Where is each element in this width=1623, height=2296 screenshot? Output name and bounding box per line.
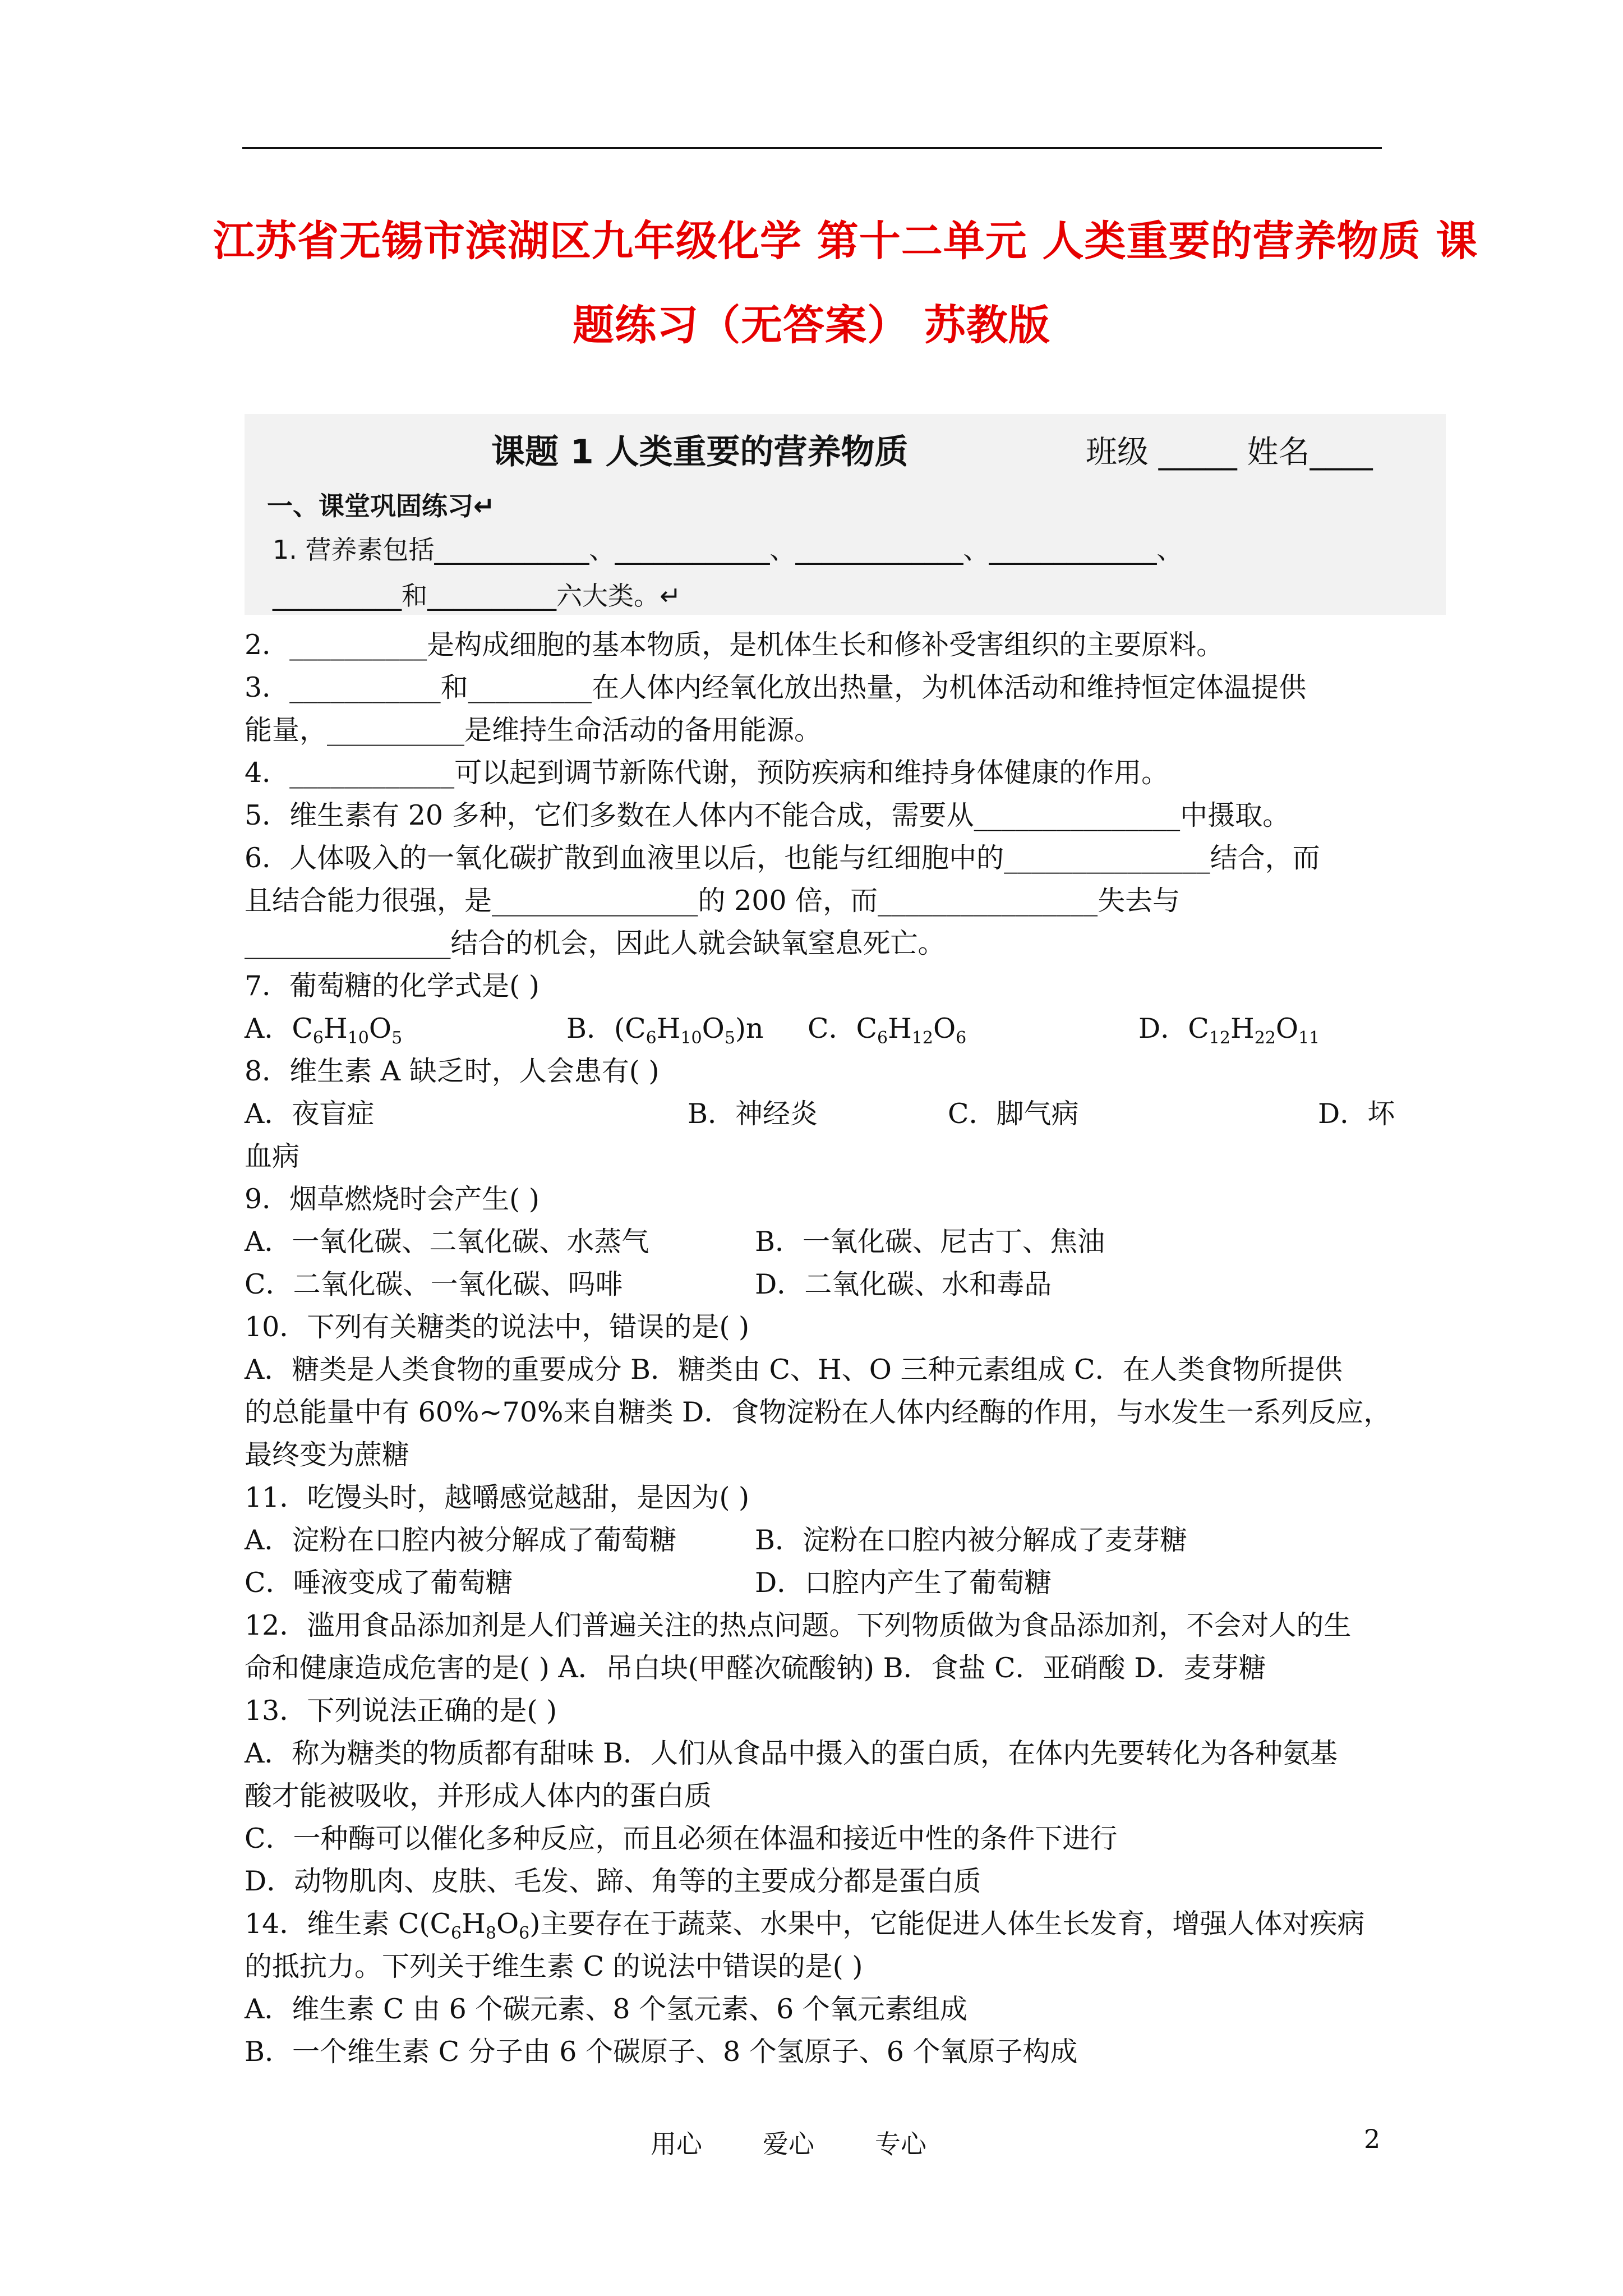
q8-option-d-continued: 血病 <box>245 1140 300 1172</box>
q11-option-d: D．口腔内产生了葡萄糖 <box>755 1567 1052 1599</box>
question-11: 11．吃馒头时，越嚼感觉越甜，是因为( ) <box>245 1481 750 1513</box>
question-10-options-line-2: 的总能量中有 60%~70%来自糖类 D．食物淀粉在人体内经酶的作用，与水发生一系列反应， <box>245 1396 1391 1428</box>
q9-option-b: B．一氧化碳、尼古丁、焦油 <box>755 1226 1105 1258</box>
q11-option-b: B．淀粉在口腔内被分解成了麦芽糖 <box>755 1524 1188 1556</box>
footer-slogan-3: 专心 <box>875 2129 926 2159</box>
document-title-line-1: 江苏省无锡市滨湖区九年级化学 第十二单元 人类重要的营养物质 课 <box>213 217 1478 265</box>
question-2: 2．__________是构成细胞的基本物质，是机体生长和修补受害组织的主要原料。 <box>245 629 1224 661</box>
q9-option-d: D．二氧化碳、水和毒品 <box>755 1268 1052 1300</box>
question-8: 8．维生素 A 缺乏时，人会患有( ) <box>245 1055 660 1087</box>
scanned-exercise-header <box>245 414 1446 615</box>
question-3-line-1: 3．___________和_________在人体内经氧化放出热量，为机体活动和维持恒定体温提供 <box>245 671 1307 703</box>
q7-option-c <box>808 1007 966 1060</box>
question-12-line-2: 命和健康造成危害的是( ) A．吊白块(甲醛次硫酸钠) B．食盐 C．亚硝酸 D．麦芽糖 <box>245 1652 1266 1684</box>
page-number: 2 <box>1364 2124 1381 2154</box>
question-1-line-2: __________和__________六大类。↵ <box>273 581 681 611</box>
question-13: 13．下列说法正确的是( ) <box>245 1695 557 1727</box>
footer-slogan-1: 用心 <box>651 2129 702 2159</box>
q9-option-a: A．一氧化碳、二氧化碳、水蒸气 <box>245 1226 649 1258</box>
question-10: 10．下列有关糖类的说法中，错误的是( ) <box>245 1311 750 1343</box>
q7-option-b-text: B．$(C_6H_{10}O_5)n$ <box>566 1013 764 1048</box>
question-6-line-3: _______________结合的机会，因此人就会缺氧窒息死亡。 <box>245 927 946 959</box>
header-rule <box>242 147 1382 149</box>
question-9: 9．烟草燃烧时会产生( ) <box>245 1183 540 1215</box>
lesson-heading: 课题 1 人类重要的营养物质 <box>491 432 909 472</box>
q8-option-d: D．坏 <box>1318 1098 1395 1130</box>
q11-option-c: C．唾液变成了葡萄糖 <box>245 1567 513 1599</box>
question-3-line-2: 能量，__________是维持生命活动的备用能源。 <box>245 714 822 746</box>
question-12-line-1: 12．滥用食品添加剂是人们普遍关注的热点问题。下列物质做为食品添加剂，不会对人的生 <box>245 1609 1352 1641</box>
section-heading: 一、课堂巩固练习↵ <box>267 491 495 521</box>
question-6-line-1: 6．人体吸入的一氧化碳扩散到血液里以后，也能与红细胞中的_______________结合，而 <box>245 842 1320 874</box>
question-14-option-a: A．维生素 C 由 6 个碳元素、8 个氢元素、6 个氧元素组成 <box>245 1993 967 2025</box>
question-13-option-ab-line-1: A．称为糖类的物质都有甜味 B．人们从食品中摄入的蛋白质，在体内先要转化为各种氨基 <box>245 1737 1338 1769</box>
question-7: 7．葡萄糖的化学式是( ) <box>245 970 540 1002</box>
q7-option-d-text: D．$C_{12}H_{22}O_{11}$ <box>1138 1013 1320 1048</box>
q8-option-c: C．脚气病 <box>948 1098 1079 1130</box>
question-13-option-d: D．动物肌肉、皮肤、毛发、蹄、角等的主要成分都是蛋白质 <box>245 1865 981 1897</box>
question-10-options-line-1: A．糖类是人类食物的重要成分 B．糖类由 C、H、O 三种元素组成 C．在人类食物所提供 <box>245 1354 1343 1386</box>
q7-option-c-text: C．$C_6H_{12}O_6$ <box>808 1013 967 1048</box>
q9-option-c: C．二氧化碳、一氧化碳、吗啡 <box>245 1268 623 1300</box>
question-10-options-line-3: 最终变为蔗糖 <box>245 1439 410 1471</box>
question-13-option-c: C．一种酶可以催化多种反应，而且必须在体温和接近中性的条件下进行 <box>245 1823 1118 1855</box>
question-14-line-1: 14．维生素 $C(C_6H_8O_6)$主要存在于蔬菜、水果中，它能促进人体生长发育，增强人体对疾病 <box>245 1908 1365 1943</box>
question-14-option-b: B．一个维生素 C 分子由 6 个碳原子、8 个氢原子、6 个氧原子构成 <box>245 2036 1078 2068</box>
q7-option-a-text: A．$C_6H_{10}O_5$ <box>245 1013 403 1048</box>
question-14-line-2: 的抵抗力。下列关于维生素 C 的说法中错误的是( ) <box>245 1950 863 1982</box>
question-5: 5．维生素有 20 多种，它们多数在人体内不能合成，需要从_______________中摄取。 <box>245 799 1290 831</box>
q8-option-b: B．神经炎 <box>688 1098 818 1130</box>
class-name-fields: 班级 _____ 姓名____ <box>1086 434 1373 471</box>
footer-slogan-2: 爱心 <box>763 2129 814 2159</box>
q11-option-a: A．淀粉在口腔内被分解成了葡萄糖 <box>245 1524 677 1556</box>
question-13-option-b-line-2: 酸才能被吸收，并形成人体内的蛋白质 <box>245 1780 712 1812</box>
q7-option-d <box>1138 1007 1320 1060</box>
question-6-line-2: 且结合能力很强，是_______________的 200 倍，而________________失去与 <box>245 885 1181 917</box>
document-title-line-2: 题练习（无答案） 苏教版 <box>573 301 1050 349</box>
question-4: 4．____________可以起到调节新陈代谢，预防疾病和维持身体健康的作用。 <box>245 757 1169 789</box>
question-1-line-1: 1. 营养素包括____________、____________、_____________、_____________、 <box>273 535 1183 565</box>
q8-option-a: A．夜盲症 <box>245 1098 375 1130</box>
